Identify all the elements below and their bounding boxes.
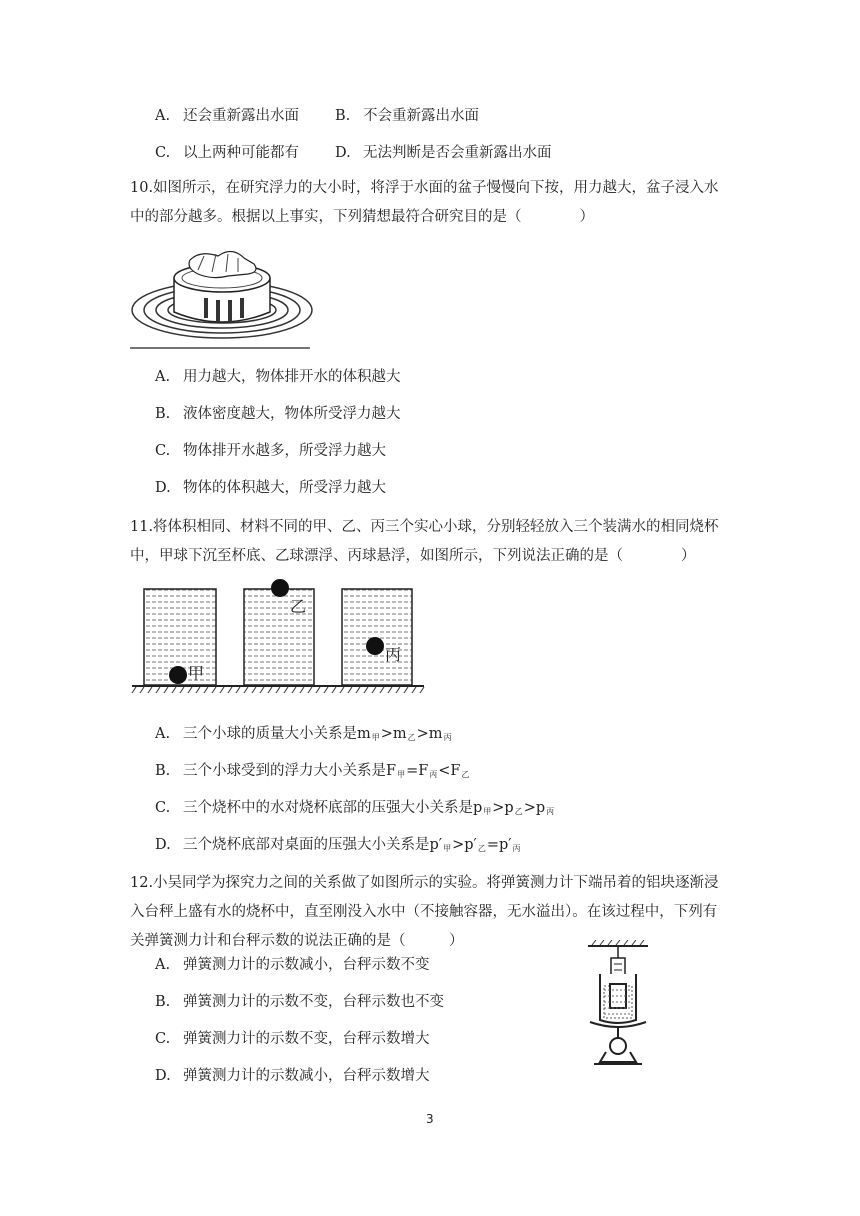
q11-option-c: C. 三个烧杯中的水对烧杯底部的压强大小关系是$p_甲>p_乙>p_丙$ — [155, 800, 555, 816]
q12-option-a: A. 弹簧测力计的示数减小，台秤示数不变 — [155, 957, 430, 973]
q11-option-a: A. 三个小球的质量大小关系是$m_甲>m_乙>m_丙$ — [155, 726, 452, 742]
q11-option-d: D. 三个烧杯底部对桌面的压强大小关系是$p'_甲>p'_乙=p'_丙$ — [155, 837, 521, 853]
q11-option-b: B. 三个小球受到的浮力大小关系是$F_甲=F_丙<F_乙$ — [155, 763, 470, 779]
q10-option-d: D. 物体的体积越大，所受浮力越大 — [155, 480, 386, 496]
three-beakers-figure — [128, 575, 428, 697]
spring-scale-figure — [578, 940, 658, 1072]
basin-pressing-figure — [128, 248, 314, 352]
q10-option-c: C. 物体排开水越多，所受浮力越大 — [155, 443, 386, 459]
q12-options — [155, 955, 444, 1103]
q9-option-a: A. 还会重新露出水面 — [155, 108, 299, 124]
ball-yi — [271, 579, 289, 597]
ball-jia — [169, 666, 187, 684]
q10-option-b: B. 液体密度越大，物体所受浮力越大 — [155, 406, 401, 422]
q9-option-b: B. 不会重新露出水面 — [335, 108, 479, 124]
q10-option-a: A. 用力越大，物体排开水的体积越大 — [155, 369, 401, 385]
q10-options — [155, 367, 401, 515]
q9-option-d: D. 无法判断是否会重新露出水面 — [335, 145, 552, 161]
label-yi: 乙 — [290, 597, 307, 616]
q12-option-d: D. 弹簧测力计的示数减小，台秤示数增大 — [155, 1068, 430, 1084]
q12-option-b: B. 弹簧测力计的示数不变，台秤示数也不变 — [155, 994, 444, 1010]
q10-stem: 10.如图所示，在研究浮力的大小时，将浮于水面的盆子慢慢向下按，用力越大，盆子浸入水中的部分越多。根据以上事实，下列猜想最符合研究目的是（ ） — [130, 180, 719, 225]
q9-option-c: C. 以上两种可能都有 — [155, 145, 299, 161]
page-number: 3 — [426, 1112, 434, 1126]
q11-options — [155, 724, 555, 872]
label-bing: 丙 — [385, 645, 402, 664]
ball-bing — [366, 637, 384, 655]
q12-option-c: C. 弹簧测力计的示数不变，台秤示数增大 — [155, 1031, 430, 1047]
q12-stem: 12.小吴同学为探究力之间的关系做了如图所示的实验。将弹簧测力计下端吊着的铝块逐渐浸入台秤上盛有水的烧杯中，直至刚没入水中（不接触容器，无水溢出）。在该过程中，下列有关弹簧测力计和台秤示数的说法正确的是（ ） — [130, 875, 719, 949]
q11-stem: 11.将体积相同、材料不同的甲、乙、丙三个实心小球，分别轻轻放入三个装满水的相同烧杯中，甲球下沉至杯底、乙球漂浮、丙球悬浮，如图所示，下列说法正确的是（ ） — [130, 519, 719, 564]
label-jia: 甲 — [188, 664, 205, 683]
